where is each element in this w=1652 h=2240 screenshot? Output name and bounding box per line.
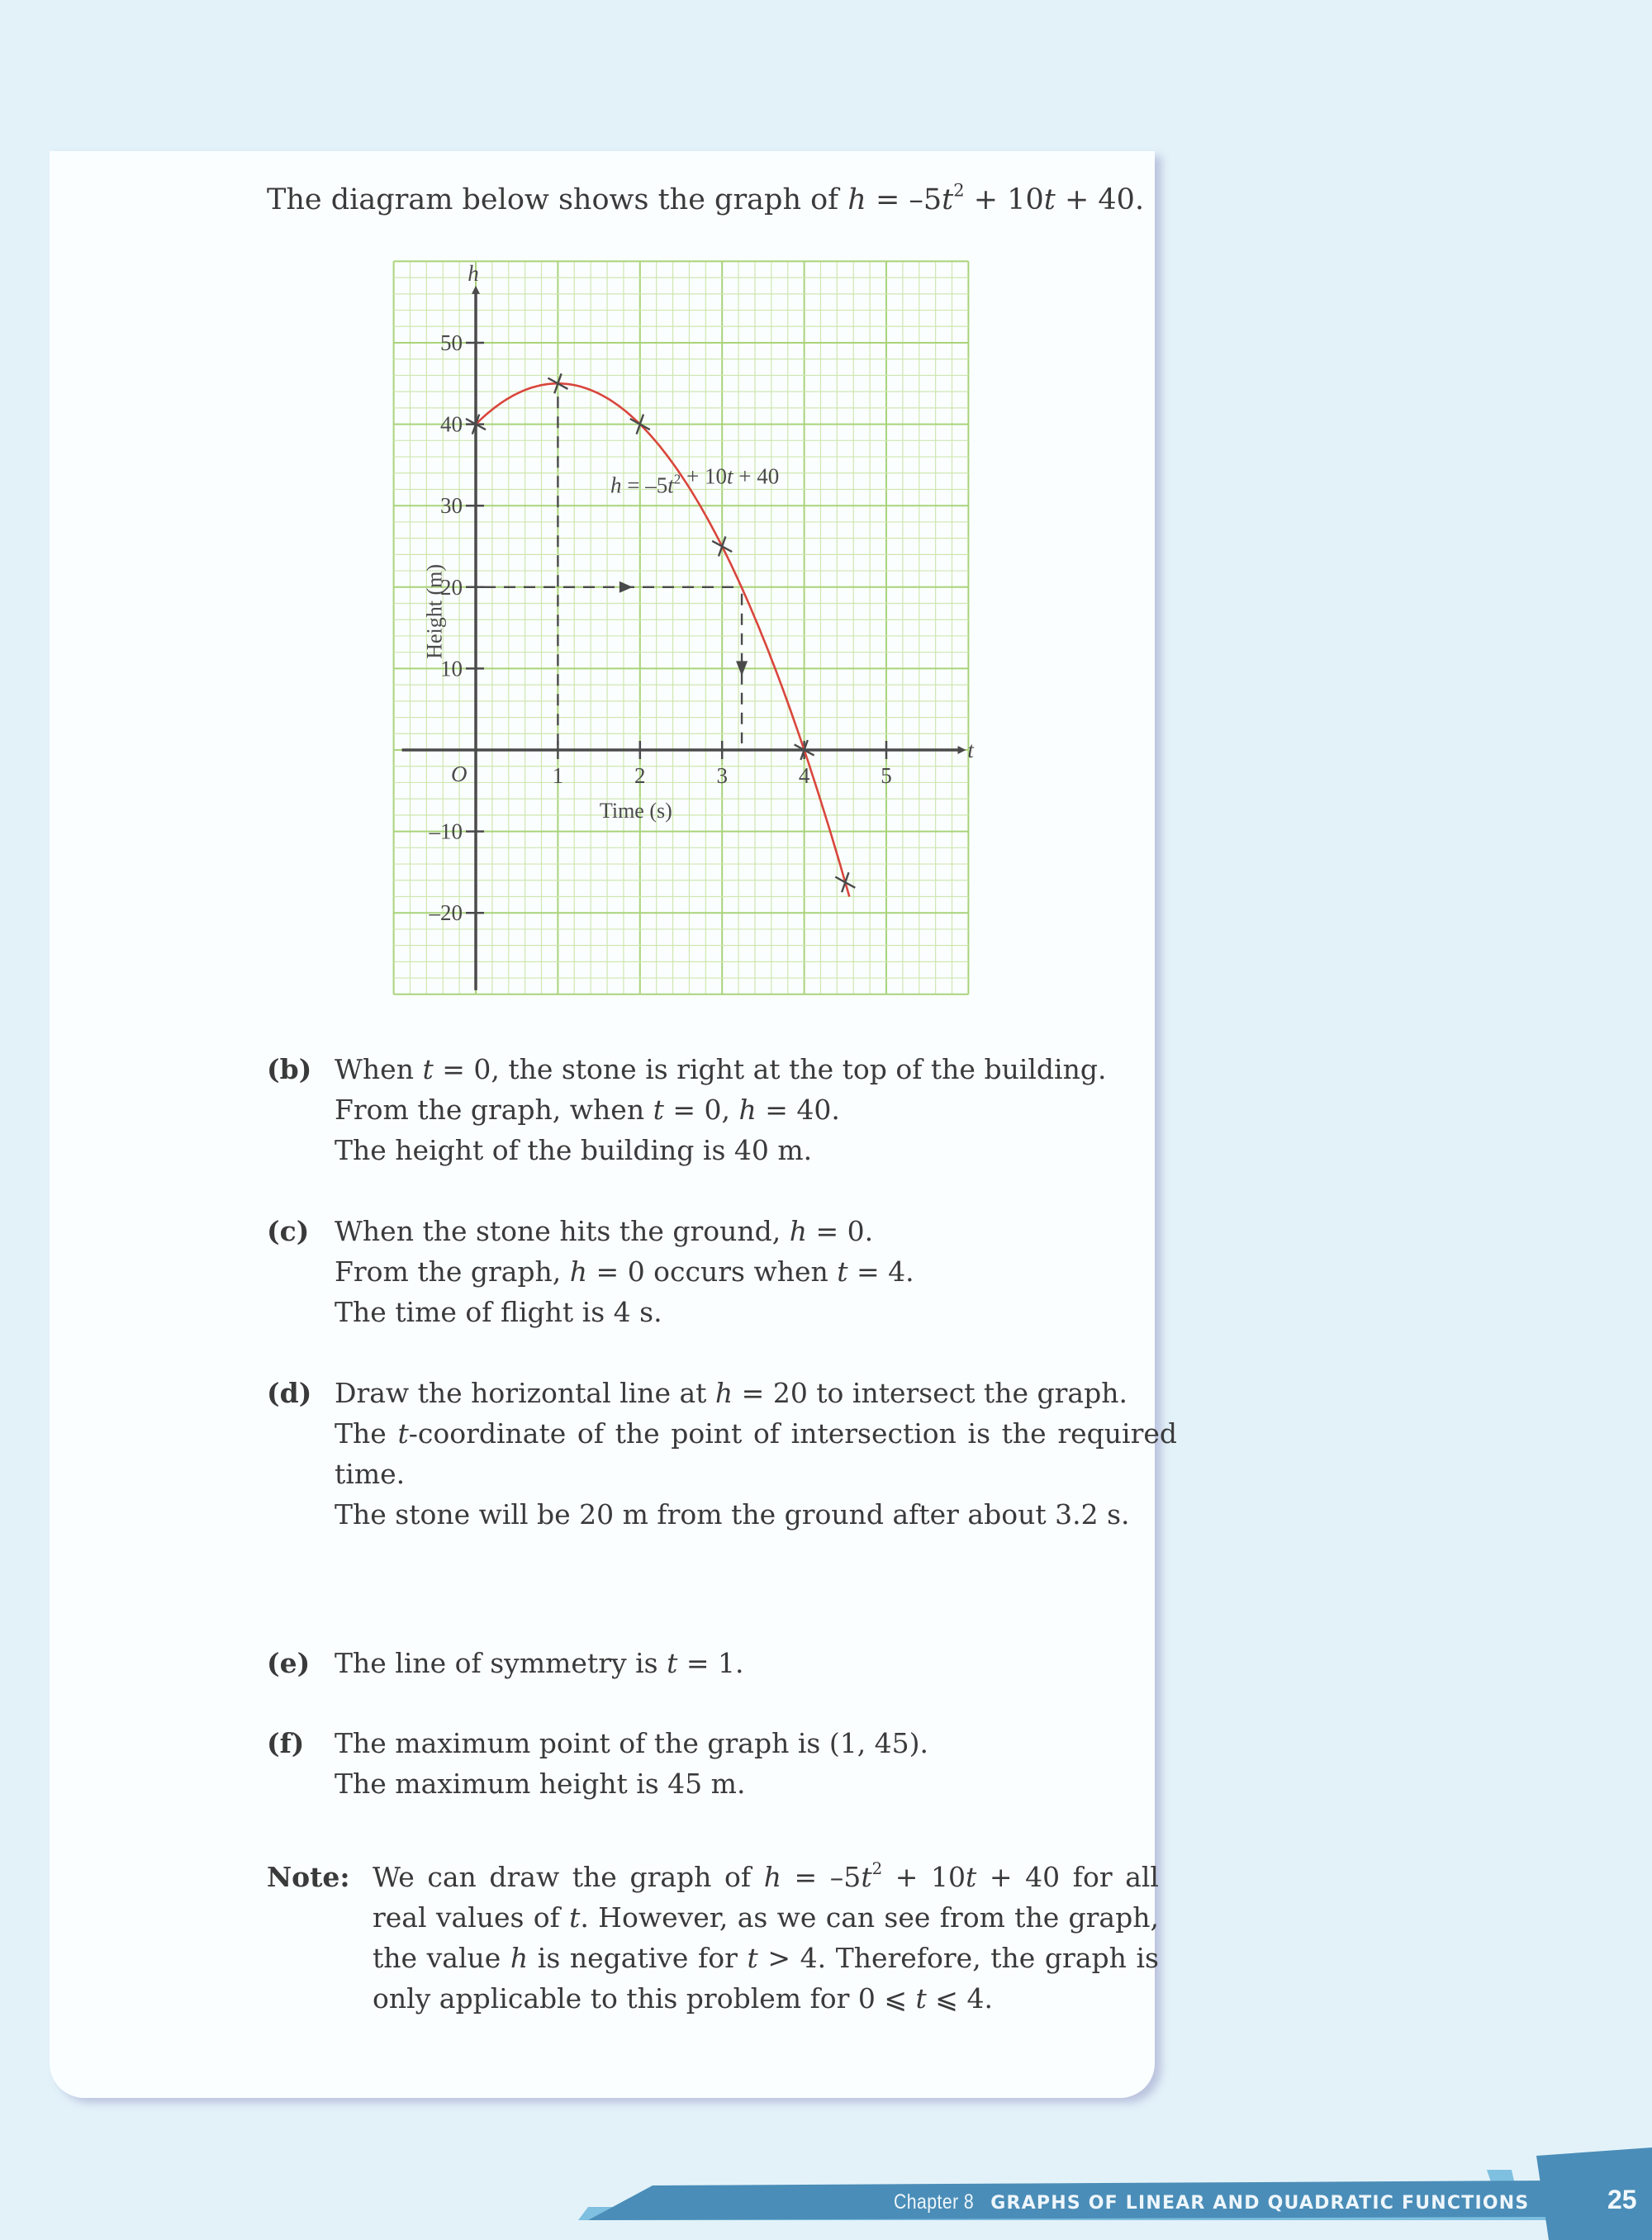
solution-body — [335, 1049, 1161, 1170]
point-marker-cross — [835, 872, 855, 892]
h-tick-label: –10 — [429, 819, 463, 844]
t-tick-label: 1 — [552, 763, 564, 788]
solution-body — [335, 1211, 1161, 1332]
solution-line: When the stone hits the ground, h = 0. — [335, 1215, 874, 1247]
t-tick-label: 3 — [716, 763, 728, 788]
note-text: We can draw the graph of $h = -5t^2 + 10t + 40$ for all real values of t. However, as we can see from the graph, the value h is negative for t > 4. Therefore, the graph is only applicable to this problem for 0 ⩽ t ⩽ 4. — [373, 1859, 1159, 2015]
page-number: 25 — [1607, 2185, 1637, 2214]
solution-line: The stone will be 20 m from the ground after about 3.2 s. — [335, 1498, 1130, 1531]
eq-part: + 40. — [1055, 183, 1145, 216]
h-tick-label: 20 — [440, 574, 463, 600]
y-axis-title: Height (m) — [422, 563, 447, 659]
t-tick-label: 5 — [881, 763, 892, 788]
solution-body — [335, 1723, 1161, 1804]
solution-label: (c) — [267, 1215, 310, 1247]
solution-label: (b) — [267, 1053, 312, 1085]
solution-body — [335, 1643, 1161, 1683]
t-tick-label: 2 — [634, 763, 646, 788]
solution-line: From the graph, when t = 0, h = 40. — [335, 1094, 840, 1126]
curve-equation-label: $h = -5t^2 + 10t + 40$ — [610, 463, 780, 498]
chapter-number: Chapter 8 — [894, 2190, 975, 2214]
solution-line: The line of symmetry is t = 1. — [335, 1647, 744, 1679]
t-axis-symbol: t — [967, 738, 974, 762]
h-tick-label: 50 — [440, 330, 463, 355]
h-tick-label: 30 — [440, 493, 463, 519]
axis-labels — [422, 261, 975, 925]
solution-line: The time of flight is 4 s. — [335, 1296, 662, 1328]
footer-banner — [0, 2131, 1652, 2240]
solution-line: From the graph, h = 0 occurs when t = 4. — [335, 1255, 914, 1288]
solution-label: (e) — [267, 1647, 311, 1679]
eq-part: = –5 — [866, 183, 942, 216]
h-tick-label: 10 — [440, 656, 463, 681]
quadratic-graph — [388, 258, 975, 1001]
solution-line: The maximum height is 45 m. — [335, 1768, 746, 1800]
h-tick-label: 40 — [440, 411, 463, 437]
footer-chapter-title — [894, 2190, 1529, 2214]
solution-line: The height of the building is 40 m. — [335, 1134, 813, 1166]
exponent: 2 — [953, 180, 965, 201]
var-h: h — [847, 183, 866, 216]
h-axis-symbol: h — [468, 261, 479, 287]
solution-body — [335, 1373, 1177, 1535]
h-tick-label: –20 — [429, 900, 463, 926]
var-t: t — [942, 183, 954, 216]
x-axis-title: Time (s) — [599, 799, 672, 823]
eq-part: + 10 — [964, 183, 1044, 216]
solution-label: (f) — [267, 1727, 305, 1759]
note-label: Note: — [267, 1861, 350, 1893]
intro-sentence — [267, 180, 1144, 220]
chapter-title: GRAPHS OF LINEAR AND QUADRATIC FUNCTIONS — [990, 2193, 1530, 2214]
origin-label: O — [451, 762, 468, 786]
solution-line: When t = 0, the stone is right at the top of the building. — [335, 1053, 1107, 1085]
solution-line: Draw the horizontal line at h = 20 to intersect the graph. — [335, 1377, 1127, 1409]
solution-line: The t-coordinate of the point of intersection is the required time. — [335, 1417, 1177, 1490]
solution-line: The maximum point of the graph is (1, 45). — [335, 1727, 929, 1759]
grid-lines — [394, 261, 969, 994]
var-t: t — [1043, 183, 1056, 216]
intro-text: The diagram below shows the graph of — [267, 183, 848, 216]
axes — [402, 290, 962, 990]
t-tick-label: 4 — [798, 763, 810, 788]
solution-label: (d) — [267, 1377, 312, 1409]
right-arrow-icon — [620, 581, 633, 593]
